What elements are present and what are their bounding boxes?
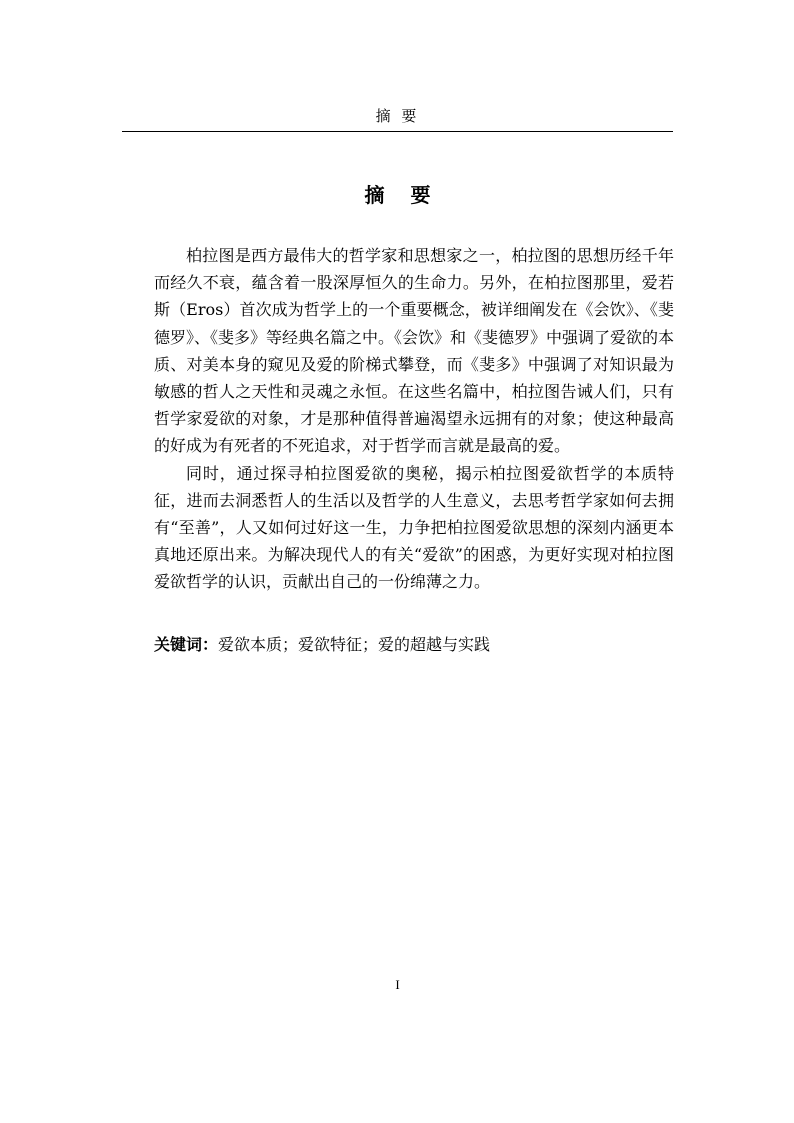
header-rule xyxy=(122,131,673,132)
page-title xyxy=(122,181,673,209)
running-header: 摘 要 xyxy=(375,107,420,125)
keywords xyxy=(154,632,674,658)
abstract-paragraph-2: 同时，通过探寻柏拉图爱欲的奥秘，揭示柏拉图爱欲哲学的本质特征，进而去洞悉哲人的生活以及哲学的人生意义，去思考哲学家如何去拥有“至善”，人又如何过好这一生，力争把柏拉图爱欲思想的深刻内涵更本真地还原出来。为解决现代人的有关“爱欲”的困惑，为更好实现对柏拉图爱欲哲学的认识，贡献出自己的一份绵薄之力。 xyxy=(154,463,674,592)
keywords-value: 爱欲本质；爱欲特征；爱的超越与实践 xyxy=(218,635,491,654)
page-title-char-2: 要 xyxy=(410,183,431,207)
keywords-label: 关键词： xyxy=(154,635,219,654)
page-number: I xyxy=(395,977,400,992)
abstract-body xyxy=(154,242,674,596)
page-title-char-1: 摘 xyxy=(364,183,385,207)
abstract-paragraph-1: 柏拉图是西方最伟大的哲学家和思想家之一，柏拉图的思想历经千年而经久不衰，蕴含着一股深厚恒久的生命力。另外，在柏拉图那里，爱若斯（Eros）首次成为哲学上的一个重要概念，被详细阐发在《会饮》、《斐德罗》、《斐多》等经典名篇之中。《会饮》和《斐德罗》中强调了爱欲的本质、对美本身的窥见及爱的阶梯式攀登，而《斐多》中强调了对知识最为敏感的哲人之天性和灵魂之永恒。在这些名篇中，柏拉图告诫人们，只有哲学家爱欲的对象，才是那种值得普遍渴望永远拥有的对象；使这种最高的好成为有死者的不死追求，对于哲学而言就是最高的爱。 xyxy=(154,246,675,456)
